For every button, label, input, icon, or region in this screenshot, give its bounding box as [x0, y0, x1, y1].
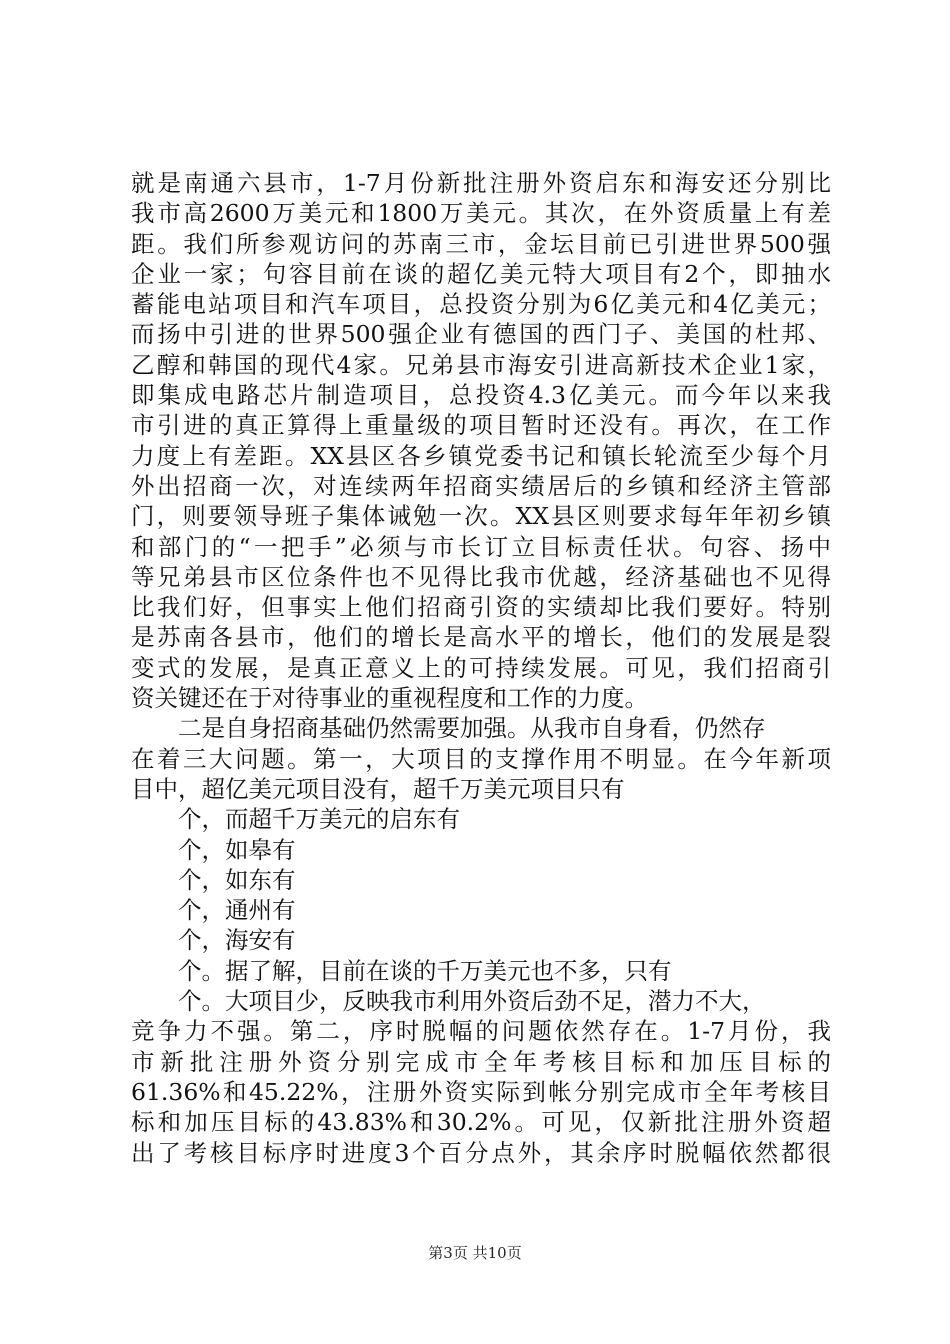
- text-line: 个，通州有: [178, 896, 296, 925]
- text-line: 门，则要领导班子集体诫勉一次。XX县区则要求每年年初乡镇: [131, 502, 831, 531]
- text-line: 乙醇和韩国的现代4家。兄弟县市海安引进高新技术企业1家，: [131, 350, 831, 379]
- text-line: 变式的发展，是真正意义上的可持续发展。可见，我们招商引: [131, 653, 831, 682]
- text-line: 市引进的真正算得上重量级的项目暂时还没有。再次，在工作: [131, 411, 831, 440]
- text-line: 距。我们所参观访问的苏南三市，金坛目前已引进世界500强: [131, 229, 831, 258]
- text-line: 等兄弟县市区位条件也不见得比我市优越，经济基础也不见得: [131, 562, 831, 591]
- text-line: 二是自身招商基础仍然需要加强。从我市自身看，仍然存: [178, 714, 766, 743]
- text-line: 目中，超亿美元项目没有，超千万美元项目只有: [131, 774, 625, 803]
- text-line: 市新批注册外资分别完成市全年考核目标和加压目标的: [131, 1047, 831, 1076]
- text-line: 个，而超千万美元的启东有: [178, 805, 460, 834]
- text-line: 力度上有差距。XX县区各乡镇党委书记和镇长轮流至少每个月: [131, 441, 831, 470]
- text-line: 即集成电路芯片制造项目，总投资4.3亿美元。而今年以来我: [131, 381, 831, 410]
- text-line: 竞争力不强。第二，序时脱幅的问题依然存在。1-7月份，我: [131, 1017, 831, 1046]
- text-line: 蓄能电站项目和汽车项目，总投资分别为6亿美元和4亿美元；: [131, 290, 831, 319]
- text-line: 出了考核目标序时进度3个百分点外，其余序时脱幅依然都很: [131, 1138, 831, 1167]
- text-line: 个。据了解，目前在谈的千万美元也不多，只有: [178, 956, 672, 985]
- text-line: 外出招商一次，对连续两年招商实绩居后的乡镇和经济主管部: [131, 471, 831, 500]
- text-line: 比我们好，但事实上他们招商引资的实绩却比我们要好。特别: [131, 593, 831, 622]
- text-line: 和部门的“一把手”必须与市长订立目标责任状。句容、扬中: [131, 532, 831, 561]
- text-line: 标和加压目标的43.83%和30.2%。可见，仅新批注册外资超: [131, 1108, 831, 1137]
- text-line: 个，如皋有: [178, 835, 296, 864]
- body-text: [131, 168, 831, 1168]
- text-line: 资关键还在于对待事业的重视程度和工作的力度。: [131, 684, 648, 713]
- text-line: 61.36%和45.22%，注册外资实际到帐分别完成市全年考核目: [131, 1077, 831, 1106]
- text-line: 个，如东有: [178, 865, 296, 894]
- text-line: 个，海安有: [178, 926, 296, 955]
- text-line: 我市高2600万美元和1800万美元。其次，在外资质量上有差: [131, 199, 831, 228]
- text-line: 企业一家；句容目前在谈的超亿美元特大项目有2个，即抽水: [131, 259, 831, 288]
- text-line: 而扬中引进的世界500强企业有德国的西门子、美国的杜邦、: [131, 320, 831, 349]
- text-line: 在着三大问题。第一，大项目的支撑作用不明显。在今年新项: [131, 744, 831, 773]
- page-footer: 第3页 共10页: [428, 1244, 522, 1262]
- text-line: 就是南通六县市，1-7月份新批注册外资启东和海安还分别比: [131, 169, 831, 197]
- text-line: 是苏南各县市，他们的增长是高水平的增长，他们的发展是裂: [131, 623, 831, 652]
- text-line: 个。大项目少，反映我市利用外资后劲不足，潜力不大，: [178, 987, 766, 1016]
